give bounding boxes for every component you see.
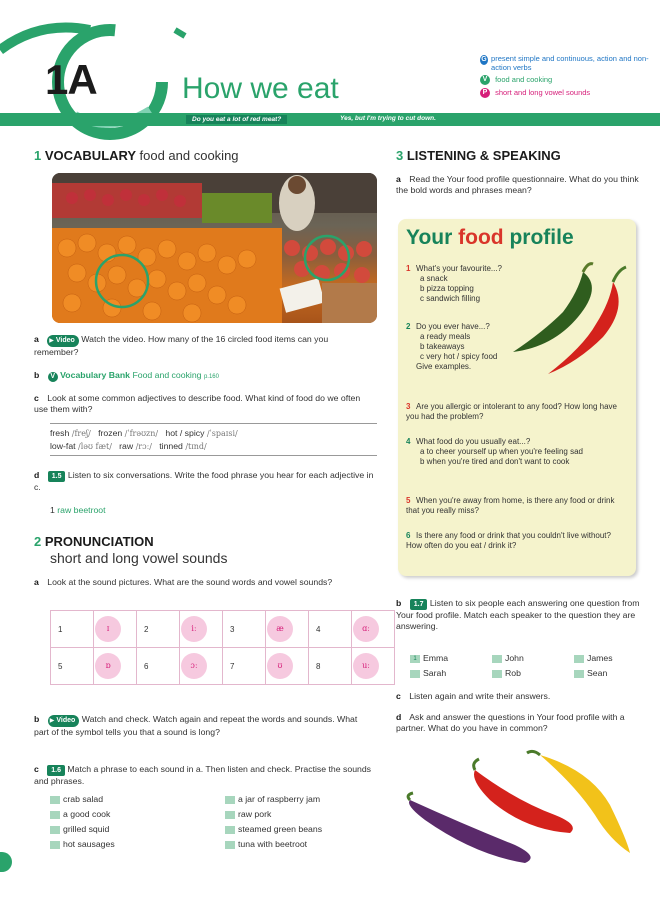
section-title: LISTENING & SPEAKING — [406, 148, 561, 163]
pron-subheading: short and long vowel sounds — [50, 550, 228, 566]
question-text: Is there any food or drink that you couldn't live without? How often do you eat / drink it? — [406, 531, 611, 550]
objective-pron-text: short and long vowel sounds — [495, 87, 591, 97]
vocab-item-c — [34, 393, 374, 415]
sound-cell — [352, 611, 395, 648]
section-number: 1 — [34, 148, 42, 163]
speaker-name: Rob — [505, 668, 521, 678]
phrase-item — [225, 792, 385, 807]
question-text: What's your favourite...? — [416, 264, 503, 273]
car-sound-icon: ɑː — [353, 616, 379, 642]
phrase-text: tuna with beetroot — [238, 839, 308, 849]
answer-box[interactable] — [50, 796, 60, 804]
phrase-item — [50, 792, 210, 807]
sound-cell — [180, 648, 223, 685]
item-letter: c — [34, 764, 39, 774]
item-letter: a — [34, 334, 39, 344]
phrases-right — [225, 792, 385, 852]
phrases-left — [50, 792, 210, 852]
sound-cell — [180, 611, 223, 648]
listening-item-c — [396, 691, 641, 702]
listening-item-a — [396, 174, 641, 196]
pron-c-text: Match a phrase to each sound in a. Then listen and check. Practise the sounds and phrases. — [34, 764, 372, 786]
sound-cell — [51, 648, 94, 685]
title-word: profile — [509, 226, 574, 249]
vocab-c-text: Look at some common adjectives to describe food. What kind of food do we often use them with? — [34, 393, 361, 414]
profile-q2: 2 Do you ever have...? a ready meals b takeaways c very hot / spicy food Give examples. — [406, 322, 546, 372]
speaker-name: James — [587, 653, 613, 663]
audio-track-badge[interactable]: 1.6 — [47, 765, 65, 776]
adj-frozen: frozen — [98, 428, 123, 438]
phrase-item — [50, 837, 210, 852]
question-extra: Give examples. — [416, 362, 472, 371]
vocab-item-b — [34, 370, 374, 383]
option: c sandwich filling — [420, 294, 481, 303]
phrase-text: hot sausages — [63, 839, 115, 849]
phrase-text: grilled squid — [63, 824, 110, 834]
phrase-item — [50, 822, 210, 837]
listening-b-text: Listen to six people each answering one question from Your food profile. Match each speaker to the question they are answering. — [396, 598, 640, 631]
section-number: 2 — [34, 534, 42, 549]
sound-cell — [51, 611, 94, 648]
speaker-row — [410, 668, 640, 679]
bull-sound-icon: ʊ — [267, 653, 293, 679]
sound-cell — [223, 611, 266, 648]
pron-item-a — [34, 577, 374, 588]
phrase-text: raw pork — [238, 809, 272, 819]
sound-cell — [94, 611, 137, 648]
phonetic: /ˈfrəʊzn/ — [124, 429, 159, 438]
question-text: When you're away from home, is there any food or drink that you really miss? — [406, 496, 615, 515]
item-letter: b — [34, 714, 40, 724]
pronunciation-icon: P — [480, 88, 490, 98]
option: a ready meals — [420, 332, 471, 341]
answer-box[interactable] — [225, 841, 235, 849]
profile-q6: 6 Is there any food or drink that you couldn't live without? How often do you eat / drink it? — [406, 531, 611, 550]
boot-sound-icon: uː — [353, 653, 379, 679]
vocab-heading — [34, 148, 239, 163]
adjective-line-2 — [50, 441, 380, 452]
band-question: Do you eat a lot of red meat? — [186, 115, 287, 124]
phonetic: /rɔː/ — [135, 442, 152, 451]
speaker-name: Sean — [587, 668, 608, 678]
phrase-text: a good cook — [63, 809, 111, 819]
listening-heading — [396, 148, 561, 163]
answer-box[interactable] — [225, 796, 235, 804]
sound-cell — [309, 611, 352, 648]
chilli-peppers-image — [508, 262, 633, 382]
answer-box[interactable]: 1 — [410, 655, 420, 663]
speaker-names — [410, 653, 640, 679]
divider — [50, 423, 377, 424]
question-text: Are you allergic or intolerant to any food? How long have you had the problem? — [406, 402, 618, 421]
phonetic: /tɪnd/ — [185, 442, 207, 451]
sound-pictures-table — [50, 610, 395, 685]
sound-cell — [137, 611, 180, 648]
sound-cell — [137, 648, 180, 685]
objective-vocab — [480, 75, 650, 85]
adj-fresh: fresh — [50, 428, 70, 438]
speaker-item — [492, 668, 574, 679]
unit-number: 1A — [45, 56, 97, 103]
sound-cell — [266, 611, 309, 648]
option: c very hot / spicy food — [420, 352, 498, 361]
vocab-item-a — [34, 334, 374, 358]
pron-item-c — [34, 764, 374, 787]
sound-cell — [94, 648, 137, 685]
vocab-bank-page: p.160 — [203, 374, 219, 380]
market-photo — [52, 173, 377, 323]
phrase-item — [225, 837, 385, 852]
title-word: food — [458, 226, 504, 249]
answer-box[interactable] — [50, 841, 60, 849]
audio-track-badge[interactable]: 1.7 — [410, 599, 428, 610]
section-subtitle: food and cooking — [139, 148, 239, 163]
vocab-bank-link[interactable]: Vocabulary Bank — [60, 370, 131, 380]
vocab-bank-topic: Food and cooking — [132, 370, 202, 380]
phrase-item — [225, 822, 385, 837]
band-answer: Yes, but I'm trying to cut down. — [340, 115, 436, 122]
section-title: PRONUNCIATION — [44, 534, 154, 549]
item-letter: b — [34, 370, 40, 380]
sound-cell — [223, 648, 266, 685]
vocab-example — [50, 505, 106, 516]
video-button[interactable]: ▶ Video — [47, 335, 79, 347]
cell-number: 2 — [144, 624, 149, 634]
pron-a-text: Look at the sound pictures. What are the sound words and vowel sounds? — [47, 577, 333, 587]
profile-q3: 3 Are you allergic or intolerant to any food? How long have you had the problem? — [406, 402, 618, 421]
vocabulary-icon: V — [48, 372, 58, 382]
item-letter: c — [34, 393, 39, 403]
item-letter: a — [34, 577, 39, 587]
option: b takeaways — [420, 342, 465, 351]
speaker-item — [492, 653, 574, 664]
objective-pron — [480, 88, 650, 98]
phonetic: /ləʊ fæt/ — [78, 442, 112, 451]
adj-tinned: tinned — [159, 441, 183, 451]
header-band — [0, 113, 660, 126]
speaker-item — [410, 653, 492, 664]
audio-track-badge[interactable]: 1.5 — [48, 471, 66, 482]
pron-item-b — [34, 714, 374, 738]
answer-box[interactable] — [50, 826, 60, 834]
adj-low-fat: low-fat — [50, 441, 76, 451]
page-corner-decoration — [0, 852, 12, 872]
phrase-text: crab salad — [63, 794, 104, 804]
profile-q1: 1 What's your favourite...? a snack b pizza topping c sandwich filling — [406, 264, 546, 304]
phonetic: /ˈspaɪsi/ — [206, 429, 238, 438]
listening-item-b — [396, 598, 641, 632]
listening-a-text: Read the Your food profile questionnaire. What do you think the bold words and phrases mean? — [396, 174, 639, 195]
speaker-name: Emma — [423, 653, 449, 663]
item-letter: b — [396, 598, 402, 608]
chilli-peppers-bottom-image — [405, 745, 645, 870]
cell-number: 8 — [316, 661, 321, 671]
objective-vocab-text: food and cooking — [495, 74, 553, 84]
option: a snack — [420, 274, 448, 283]
speaker-name: Sarah — [423, 668, 447, 678]
example-answer: raw beetroot — [57, 505, 106, 515]
cell-number: 1 — [58, 624, 63, 634]
answer-box[interactable] — [574, 655, 584, 663]
item-letter: d — [396, 712, 402, 722]
section-number: 3 — [396, 148, 404, 163]
adjective-line-1 — [50, 428, 380, 439]
example-number: 1 — [50, 505, 55, 515]
speaker-name: John — [505, 653, 524, 663]
vocab-a-text: Watch the video. How many of the 16 circled food items can you remember? — [34, 334, 329, 357]
fish-sound-icon: ɪ — [95, 616, 121, 642]
vocab-d-text: Listen to six conversations. Write the food phrase you hear for each adjective in c. — [34, 470, 374, 492]
answer-box[interactable] — [50, 811, 60, 819]
cell-number: 6 — [144, 661, 149, 671]
adj-hot-spicy: hot / spicy — [165, 428, 205, 438]
listening-item-d — [396, 712, 641, 734]
sound-cell — [309, 648, 352, 685]
listening-c-text: Listen again and write their answers. — [409, 691, 551, 701]
adj-raw: raw — [119, 441, 134, 451]
objective-grammar — [480, 55, 650, 72]
food-profile-title — [406, 226, 574, 250]
item-letter: a — [396, 174, 401, 184]
tree-sound-icon: iː — [181, 616, 207, 642]
sound-cell — [352, 648, 395, 685]
section-title: VOCABULARY — [44, 148, 136, 163]
sound-cell — [266, 648, 309, 685]
phrase-item — [225, 807, 385, 822]
cell-number: 7 — [230, 661, 235, 671]
option: b when you're tired and don't want to cook — [420, 457, 570, 466]
objectives — [480, 55, 650, 98]
vocab-item-d — [34, 470, 374, 493]
answer-box[interactable] — [492, 670, 502, 678]
market-photo-illustration — [52, 173, 377, 323]
option: b pizza topping — [420, 284, 474, 293]
objective-grammar-text: present simple and continuous, action and non-action verbs — [491, 54, 649, 72]
horse-sound-icon: ɔː — [181, 653, 207, 679]
answer-box[interactable] — [225, 826, 235, 834]
listening-d-text: Ask and answer the questions in Your food profile with a partner. What do you have in common? — [396, 712, 625, 733]
divider — [50, 455, 377, 456]
option: a to cheer yourself up when you're feeling sad — [420, 447, 583, 456]
answer-box[interactable] — [225, 811, 235, 819]
cat-sound-icon: æ — [267, 616, 293, 642]
speaker-row — [410, 653, 640, 664]
profile-q5: 5 When you're away from home, is there any food or drink that you really miss? — [406, 496, 615, 515]
vocabulary-icon: V — [480, 75, 490, 85]
video-button[interactable]: ▶ Video — [48, 715, 80, 727]
pron-heading — [34, 534, 154, 549]
pron-b-text: Watch and check. Watch again and repeat the words and sounds. What part of the symbol tells you that a sound is long? — [34, 714, 358, 737]
title-word: Your — [406, 226, 453, 249]
speaker-item — [574, 653, 613, 664]
speaker-item — [410, 668, 492, 679]
phrase-item — [50, 807, 210, 822]
cell-number: 5 — [58, 661, 63, 671]
phonetic: /freʃ/ — [71, 429, 91, 438]
answer-box[interactable] — [492, 655, 502, 663]
item-letter: d — [34, 470, 40, 480]
page-title: How we eat — [182, 72, 339, 105]
grammar-icon: G — [481, 56, 487, 63]
cell-number: 4 — [316, 624, 321, 634]
phrase-text: steamed green beans — [238, 824, 323, 834]
speaker-item — [574, 668, 607, 679]
cell-number: 3 — [230, 624, 235, 634]
profile-q4: 4 What food do you usually eat...? a to cheer yourself up when you're feeling sad b when you're tired and don't want to cook — [406, 437, 628, 467]
phrase-text: a jar of raspberry jam — [238, 794, 321, 804]
clock-sound-icon: ɒ — [95, 653, 121, 679]
answer-box[interactable] — [410, 670, 420, 678]
question-text: What food do you usually eat...? — [416, 437, 531, 446]
question-text: Do you ever have...? — [416, 322, 490, 331]
item-letter: c — [396, 691, 401, 701]
answer-box[interactable] — [574, 670, 584, 678]
